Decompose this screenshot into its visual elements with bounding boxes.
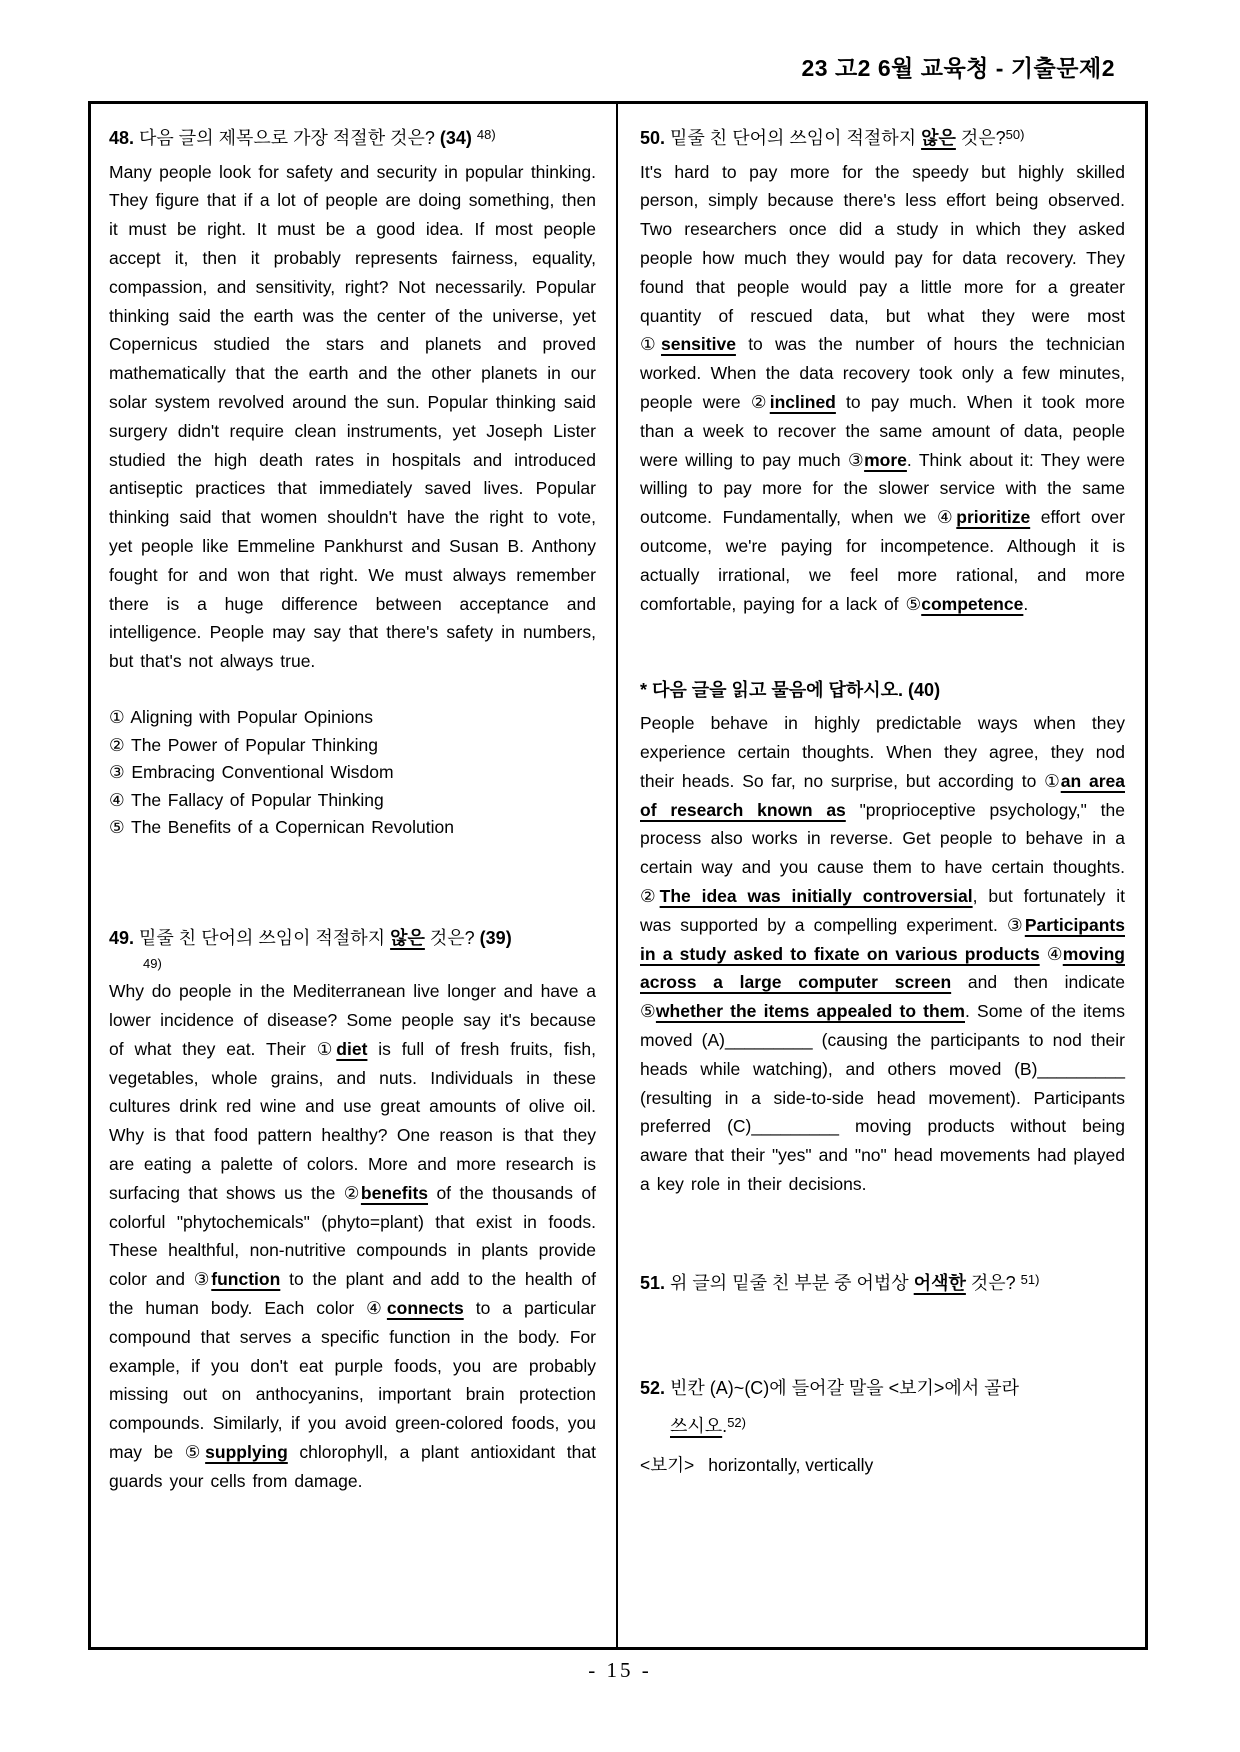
- question-52: [640, 1374, 1125, 1478]
- choice-number: ⑤: [109, 817, 125, 838]
- choice-option-1: [109, 704, 596, 732]
- choice-label: Aligning with Popular Opinions: [130, 707, 373, 728]
- choice-label: The Fallacy of Popular Thinking: [131, 789, 384, 810]
- question-48-passage: Many people look for safety and security in popular thinking. They figure that if a lot of people are doing something, then it must be right. It must be a good idea. If most people accept it, then it probably represents fairness, equality, compassion, and sensitivity, right? Not necessarily. Popular thinking said the earth was the center of the universe, yet Copernicus studied the stars and planets and proved mathematically that the earth and the other planets in our solar system revolved around the sun. Popular thinking said surgery didn't require clean instruments, yet Joseph Lister studied the high death rates in hospitals and introduced antiseptic practices that immediately saved lives. Popular thinking said that women shouldn't have the right to vote, yet people like Emmeline Pankhurst and Susan B. Anthony fought for and won that right. We must always remember there is a huge difference between acceptance and intelligence. People may say that there's safety in numbers, but that's not always true.: [109, 161, 596, 672]
- choice-option-4: [109, 787, 596, 815]
- question-50: [640, 124, 1125, 618]
- question-48-choices: [109, 704, 596, 842]
- question-52-header-line1: 52. 빈칸 (A)~(C)에 들어갈 말을 <보기>에서 골라: [640, 1378, 1019, 1399]
- reading-set-40-header: * 다음 글을 읽고 물음에 답하시오. (40): [640, 680, 941, 701]
- choice-number: ②: [109, 734, 125, 755]
- reading-set-40: [640, 676, 1125, 1198]
- column-left: [91, 104, 618, 1647]
- choice-label: The Benefits of a Copernican Revolution: [131, 817, 454, 838]
- question-52-bogi-line: <보기> horizontally, vertically: [640, 1454, 874, 1475]
- question-52-header-line2: 쓰시오.$^{52)}$: [670, 1415, 746, 1437]
- document-title: 23 고2 6월 교육청 - 기출문제2: [801, 55, 1115, 81]
- question-48: [109, 124, 596, 842]
- question-48-header: 48. 다음 글의 제목으로 가장 적절한 것은? (34) $^{48)}$: [109, 127, 496, 148]
- choice-number: ③: [109, 762, 125, 783]
- question-50-header: 50. 밑줄 친 단어의 쓰임이 적절하지 않은 것은?$^{50)}$: [640, 127, 1025, 148]
- content-box: [88, 101, 1148, 1650]
- question-49-header: 49. 밑줄 친 단어의 쓰임이 적절하지 않은 것은? (39): [109, 927, 512, 948]
- choice-number: ④: [109, 789, 125, 810]
- page-number: - 15 -: [588, 1658, 652, 1682]
- choice-label: Embracing Conventional Wisdom: [131, 762, 394, 783]
- question-49-footnote: 49): [143, 956, 162, 972]
- reading-set-40-passage: People behave in highly predictable ways when they experience certain thoughts. When they agree, they nod their heads. So far, no surprise, but according to ①an area of research known as "proprioceptive psychology," the process also works in reverse. Get people to behave in a certain way and you cause them to have certain thoughts. ②The idea was initially controversial, but fortunately it was supported by a compelling experiment. ③Participants in a study asked to fixate on various products ④moving across a large computer screen and then indicate ⑤whether the items appealed to them. Some of the items moved (A)_________ (causing the participants to nod their heads while watching), and others moved (B)_________ (resulting in a side-to-side head movement). Participants preferred (C)_________ moving products without being aware that their "yes" and "no" head movements had played a key role in their decisions.: [640, 713, 1125, 1194]
- question-50-passage: It's hard to pay more for the speedy but highly skilled person, simply because there's less effort being observed. Two researchers once did a study in which they asked people how much they would pay for data recovery. They found that people would pay a little more for a greater quantity of rescued data, but what they were most ①sensitive to was the number of hours the technician worked. When the data recovery took only a few minutes, people were ②inclined to pay much. When it took more than a week to recover the same amount of data, people were willing to pay much ③more. Think about it: They were willing to pay more for the slower service with the same outcome. Fundamentally, when we ④prioritize effort over outcome, we're paying for incompetence. Although it is actually irrational, we feel more rational, and more comfortable, paying for a lack of ⑤competence.: [640, 161, 1125, 614]
- choice-label: The Power of Popular Thinking: [131, 734, 378, 755]
- question-49-passage: Why do people in the Mediterranean live longer and have a lower incidence of disease? Some people say it's because of what they eat. Their ①diet is full of fresh fruits, fish, vegetables, whole grains, and nuts. Individuals in these cultures drink red wine and use great amounts of olive oil. Why is that food pattern healthy? One reason is that they are eating a palette of colors. More and more research is surfacing that shows us the ②benefits of the thousands of colorful "phytochemicals" (phyto=plant) that exist in foods. These healthful, non-nutritive compounds in plants provide color and ③function to the plant and add to the health of the human body. Each color ④connects to a particular compound that serves a specific function in the body. For example, if you don't eat purple foods, you are probably missing out on anthocyanins, important brain protection compounds. Similarly, if you avoid green-colored foods, you may be ⑤supplying chlorophyll, a plant antioxidant that guards your cells from damage.: [109, 981, 597, 1491]
- question-49: [109, 924, 596, 1496]
- question-51: [640, 1269, 1125, 1299]
- question-51-header: 51. 위 글의 밑줄 친 부분 중 어법상 어색한 것은? $^{51)}$: [640, 1271, 1040, 1293]
- column-right: [618, 104, 1145, 1647]
- choice-option-2: [109, 732, 596, 760]
- choice-option-3: [109, 759, 596, 787]
- choice-option-5: [109, 814, 596, 842]
- choice-number: ①: [109, 707, 125, 728]
